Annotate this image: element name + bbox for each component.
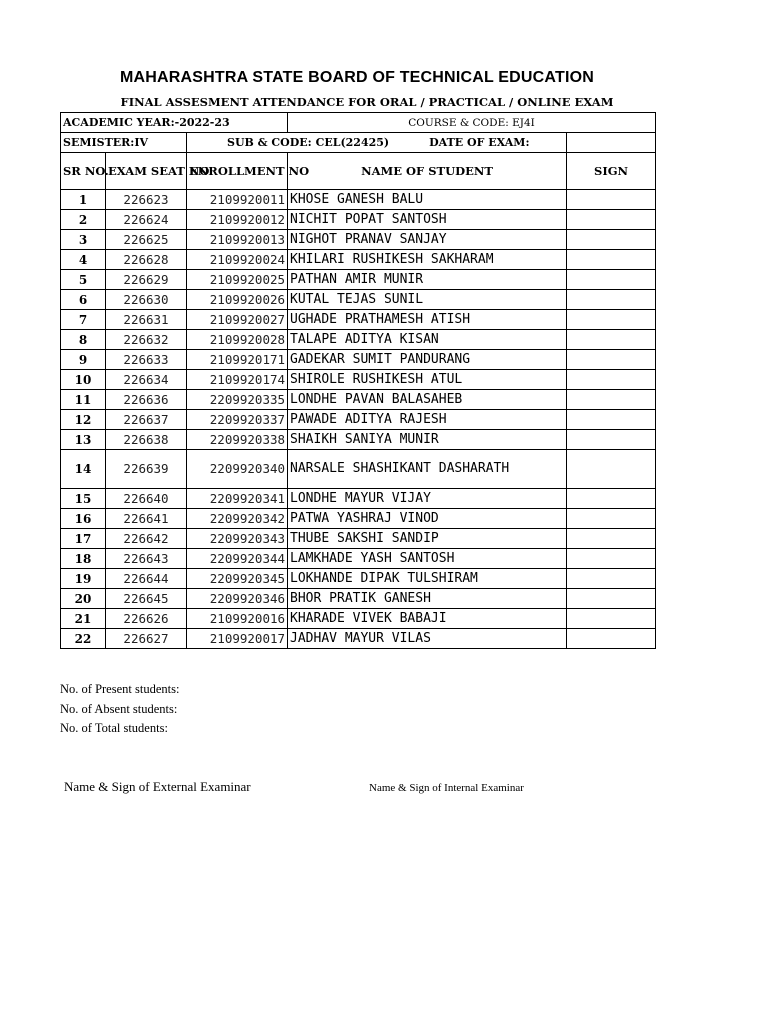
sign-cell: [567, 450, 656, 489]
seat-no-cell: 226627: [106, 629, 187, 649]
table-row: [61, 370, 656, 390]
seat-no-cell: 226632: [106, 330, 187, 350]
sign-cell: [567, 210, 656, 230]
seat-no-cell: 226631: [106, 310, 187, 330]
sr-cell: 10: [61, 370, 106, 390]
enrollment-cell: 2209920345: [187, 569, 288, 589]
col-seat: EXAM SEAT NO: [106, 153, 187, 190]
sign-cell: [567, 230, 656, 250]
sr-cell: 19: [61, 569, 106, 589]
sign-cell: [567, 589, 656, 609]
sign-cell: [567, 529, 656, 549]
table-row: [61, 609, 656, 629]
table-row: [61, 310, 656, 330]
table-row: [61, 230, 656, 250]
enrollment-cell: 2109920026: [187, 290, 288, 310]
subject-code: [187, 133, 567, 153]
sr-cell: 16: [61, 509, 106, 529]
seat-no-cell: 226645: [106, 589, 187, 609]
student-name-cell: LAMKHADE YASH SANTOSH: [288, 549, 567, 569]
student-name-cell: NICHIT POPAT SANTOSH: [288, 210, 567, 230]
col-sr: SR NO.: [61, 153, 106, 190]
table-row: [61, 410, 656, 430]
col-sign: SIGN: [567, 153, 656, 190]
sign-cell: [567, 370, 656, 390]
sign-cell: [567, 509, 656, 529]
enrollment-cell: 2109920028: [187, 330, 288, 350]
table-row: [61, 350, 656, 370]
academic-year: ACADEMIC YEAR:-2022-23: [61, 113, 288, 133]
seat-no-cell: 226634: [106, 370, 187, 390]
seat-no-cell: 226644: [106, 569, 187, 589]
sign-cell: [567, 350, 656, 370]
table-row: [61, 509, 656, 529]
semester: SEMISTER:IV: [61, 133, 187, 153]
exam-date: DATE OF EXAM:: [429, 135, 530, 149]
enrollment-cell: 2109920027: [187, 310, 288, 330]
course-code: COURSE & CODE: EJ4I: [288, 113, 656, 133]
table-row: [61, 270, 656, 290]
enrollment-cell: 2109920017: [187, 629, 288, 649]
enrollment-cell: 2109920011: [187, 190, 288, 210]
sign-cell: [567, 310, 656, 330]
sr-cell: 8: [61, 330, 106, 350]
enrollment-cell: 2109920016: [187, 609, 288, 629]
exam-date-value: [567, 133, 656, 153]
sign-cell: [567, 250, 656, 270]
seat-no-cell: 226625: [106, 230, 187, 250]
seat-no-cell: 226633: [106, 350, 187, 370]
table-row: [61, 629, 656, 649]
student-name-cell: LONDHE PAVAN BALASAHEB: [288, 390, 567, 410]
enrollment-cell: 2209920338: [187, 430, 288, 450]
seat-no-cell: 226636: [106, 390, 187, 410]
sr-cell: 13: [61, 430, 106, 450]
table-row: [61, 569, 656, 589]
sign-cell: [567, 609, 656, 629]
enrollment-cell: 2209920335: [187, 390, 288, 410]
semester-row: [61, 133, 656, 153]
seat-no-cell: 226623: [106, 190, 187, 210]
enrollment-cell: 2109920174: [187, 370, 288, 390]
col-enroll: ENROLLMENT NO: [187, 153, 288, 190]
external-examiner-sign: Name & Sign of External Examinar: [64, 779, 251, 794]
sr-cell: 3: [61, 230, 106, 250]
col-name: NAME OF STUDENT: [288, 153, 567, 190]
table-row: [61, 210, 656, 230]
sr-cell: 5: [61, 270, 106, 290]
enrollment-cell: 2209920337: [187, 410, 288, 430]
sign-cell: [567, 569, 656, 589]
enrollment-cell: 2109920024: [187, 250, 288, 270]
subject-code-text: SUB & CODE: CEL(22425): [227, 135, 390, 149]
student-name-cell: PATHAN AMIR MUNIR: [288, 270, 567, 290]
sr-cell: 20: [61, 589, 106, 609]
sheet-subtitle: FINAL ASSESMENT ATTENDANCE FOR ORAL / PRACTICAL / ONLINE EXAM: [120, 95, 614, 109]
table-row: [61, 330, 656, 350]
table-row: [61, 489, 656, 509]
sr-cell: 22: [61, 629, 106, 649]
sr-cell: 17: [61, 529, 106, 549]
enrollment-cell: 2209920340: [187, 450, 288, 489]
table-row: [61, 430, 656, 450]
seat-no-cell: 226626: [106, 609, 187, 629]
sr-cell: 21: [61, 609, 106, 629]
seat-no-cell: 226624: [106, 210, 187, 230]
sr-cell: 6: [61, 290, 106, 310]
student-name-cell: TALAPE ADITYA KISAN: [288, 330, 567, 350]
sr-cell: 9: [61, 350, 106, 370]
student-name-cell: NARSALE SHASHIKANT DASHARATH: [288, 450, 567, 489]
table-row: [61, 529, 656, 549]
sign-cell: [567, 270, 656, 290]
sign-cell: [567, 430, 656, 450]
sign-cell: [567, 410, 656, 430]
student-name-cell: PAWADE ADITYA RAJESH: [288, 410, 567, 430]
seat-no-cell: 226628: [106, 250, 187, 270]
sign-cell: [567, 629, 656, 649]
sign-cell: [567, 190, 656, 210]
seat-no-cell: 226629: [106, 270, 187, 290]
enrollment-cell: 2209920343: [187, 529, 288, 549]
student-name-cell: BHOR PRATIK GANESH: [288, 589, 567, 609]
sr-cell: 2: [61, 210, 106, 230]
sign-cell: [567, 489, 656, 509]
student-name-cell: SHAIKH SANIYA MUNIR: [288, 430, 567, 450]
enrollment-cell: 2109920171: [187, 350, 288, 370]
seat-no-cell: 226641: [106, 509, 187, 529]
academic-row: [61, 113, 656, 133]
sr-cell: 11: [61, 390, 106, 410]
student-name-cell: THUBE SAKSHI SANDIP: [288, 529, 567, 549]
enrollment-cell: 2109920025: [187, 270, 288, 290]
student-name-cell: LOKHANDE DIPAK TULSHIRAM: [288, 569, 567, 589]
enrollment-cell: 2209920342: [187, 509, 288, 529]
board-title: MAHARASHTRA STATE BOARD OF TECHNICAL EDUCATION: [119, 69, 595, 86]
seat-no-cell: 226630: [106, 290, 187, 310]
student-name-cell: UGHADE PRATHAMESH ATISH: [288, 310, 567, 330]
seat-no-cell: 226642: [106, 529, 187, 549]
sr-cell: 4: [61, 250, 106, 270]
student-name-cell: PATWA YASHRAJ VINOD: [288, 509, 567, 529]
sr-cell: 14: [61, 450, 106, 489]
enrollment-cell: 2209920344: [187, 549, 288, 569]
sr-cell: 1: [61, 190, 106, 210]
student-name-cell: LONDHE MAYUR VIJAY: [288, 489, 567, 509]
sr-cell: 7: [61, 310, 106, 330]
table-row: [61, 250, 656, 270]
student-name-cell: KHOSE GANESH BALU: [288, 190, 567, 210]
sr-cell: 18: [61, 549, 106, 569]
student-name-cell: KHARADE VIVEK BABAJI: [288, 609, 567, 629]
student-name-cell: KUTAL TEJAS SUNIL: [288, 290, 567, 310]
sign-cell: [567, 290, 656, 310]
student-name-cell: GADEKAR SUMIT PANDURANG: [288, 350, 567, 370]
sign-cell: [567, 390, 656, 410]
seat-no-cell: 226639: [106, 450, 187, 489]
internal-examiner-sign: Name & Sign of Internal Examinar: [369, 782, 524, 794]
sign-cell: [567, 330, 656, 350]
present-count-label: No. of Present students:: [60, 682, 180, 696]
sr-cell: 12: [61, 410, 106, 430]
table-row: [61, 190, 656, 210]
total-count-label: No. of Total students:: [60, 721, 168, 735]
sr-cell: 15: [61, 489, 106, 509]
student-name-cell: SHIROLE RUSHIKESH ATUL: [288, 370, 567, 390]
student-name-cell: NIGHOT PRANAV SANJAY: [288, 230, 567, 250]
enrollment-cell: 2109920012: [187, 210, 288, 230]
student-name-cell: JADHAV MAYUR VILAS: [288, 629, 567, 649]
seat-no-cell: 226640: [106, 489, 187, 509]
seat-no-cell: 226638: [106, 430, 187, 450]
column-header-row: [61, 153, 656, 190]
seat-no-cell: 226643: [106, 549, 187, 569]
absent-count-label: No. of Absent students:: [60, 702, 178, 716]
enrollment-cell: 2209920346: [187, 589, 288, 609]
enrollment-cell: 2209920341: [187, 489, 288, 509]
attendance-table: [60, 112, 656, 649]
table-row: [61, 290, 656, 310]
table-row: [61, 390, 656, 410]
table-row: [61, 450, 656, 489]
student-name-cell: KHILARI RUSHIKESH SAKHARAM: [288, 250, 567, 270]
table-row: [61, 589, 656, 609]
seat-no-cell: 226637: [106, 410, 187, 430]
table-row: [61, 549, 656, 569]
sign-cell: [567, 549, 656, 569]
enrollment-cell: 2109920013: [187, 230, 288, 250]
